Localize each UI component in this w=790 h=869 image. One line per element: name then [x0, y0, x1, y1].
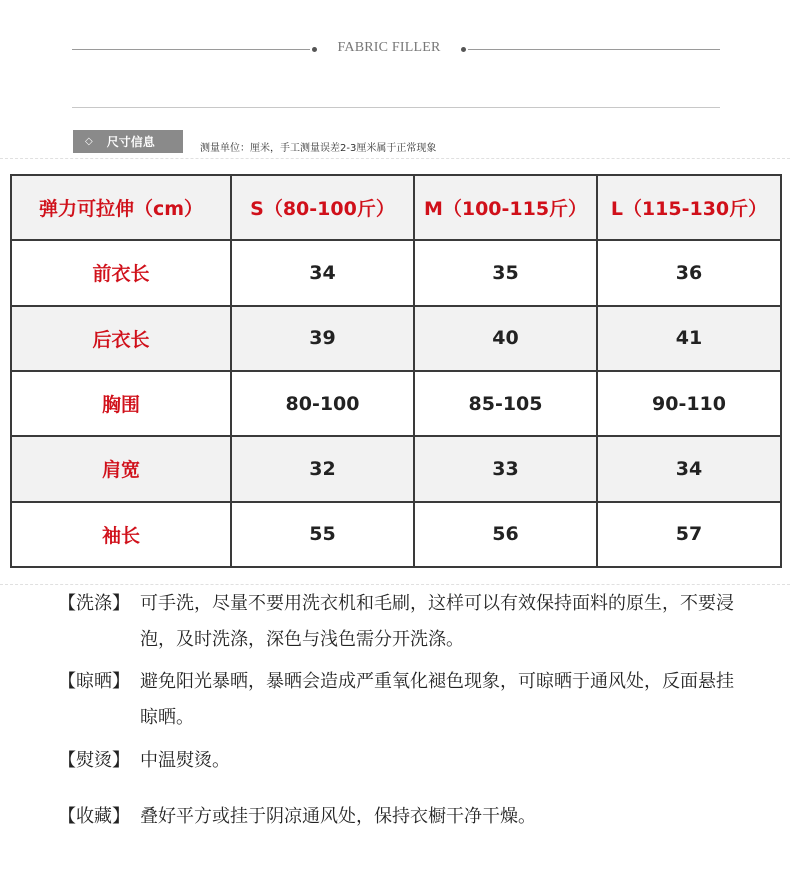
table-cell: 35: [414, 240, 597, 305]
care-text: 避免阳光暴晒，暴晒会造成严重氧化褪色现象，可晾晒于通风处，反面悬挂晾晒。: [140, 671, 734, 728]
diamond-icon: ◇: [85, 136, 93, 147]
section-divider: [72, 107, 720, 108]
care-label: 【收藏】: [58, 806, 130, 827]
care-text: 中温熨烫。: [140, 750, 230, 771]
row-label: 后衣长: [11, 306, 231, 371]
header-rule-left: [72, 49, 310, 50]
unit-note: 测量单位：厘米，手工测量误差2-3厘米属于正常现象: [200, 143, 437, 154]
table-cell: 57: [597, 502, 781, 567]
header-dot-left: [312, 47, 317, 52]
care-label: 【熨烫】: [58, 750, 130, 771]
table-cell: 85-105: [414, 371, 597, 436]
care-label: 【洗涤】: [58, 593, 130, 614]
care-washing: [58, 586, 738, 658]
row-label: 肩宽: [11, 436, 231, 501]
care-text: 叠好平方或挂于阴凉通风处，保持衣橱干净干燥。: [140, 806, 536, 827]
table-cell: 41: [597, 306, 781, 371]
header-cell-measure: 弹力可拉伸（cm）: [11, 175, 231, 240]
dashed-separator-top: [0, 158, 790, 159]
care-label: 【晾晒】: [58, 671, 130, 692]
table-row: [11, 436, 781, 501]
care-ironing: [58, 743, 738, 779]
care-storage: [58, 799, 738, 835]
table-cell: 34: [231, 240, 414, 305]
table-cell: 32: [231, 436, 414, 501]
header-rule-right: [468, 49, 720, 50]
header-cell-size-s: S（80-100斤）: [231, 175, 414, 240]
table-cell: 80-100: [231, 371, 414, 436]
row-label: 袖长: [11, 502, 231, 567]
dashed-separator-bottom: [0, 584, 790, 585]
size-info-label: 尺寸信息: [106, 135, 155, 149]
table-cell: 55: [231, 502, 414, 567]
table-header-row: [11, 175, 781, 240]
care-text: 可手洗，尽量不要用洗衣机和毛刷，这样可以有效保持面料的原生，不要浸泡，及时洗涤，深色与浅色需分开洗涤。: [140, 593, 734, 650]
table-cell: 56: [414, 502, 597, 567]
brand-title: FABRIC FILLER: [337, 40, 441, 55]
header-dot-right: [461, 47, 466, 52]
table-row: [11, 306, 781, 371]
table-row: [11, 240, 781, 305]
care-drying: [58, 664, 738, 736]
header-cell-size-m: M（100-115斤）: [414, 175, 597, 240]
size-table: [10, 174, 782, 568]
table-row: [11, 502, 781, 567]
table-cell: 39: [231, 306, 414, 371]
size-info-tag: [73, 130, 183, 153]
table-cell: 36: [597, 240, 781, 305]
row-label: 前衣长: [11, 240, 231, 305]
row-label: 胸围: [11, 371, 231, 436]
table-cell: 33: [414, 436, 597, 501]
table-row: [11, 371, 781, 436]
table-cell: 40: [414, 306, 597, 371]
table-cell: 34: [597, 436, 781, 501]
table-cell: 90-110: [597, 371, 781, 436]
header-cell-size-l: L（115-130斤）: [597, 175, 781, 240]
